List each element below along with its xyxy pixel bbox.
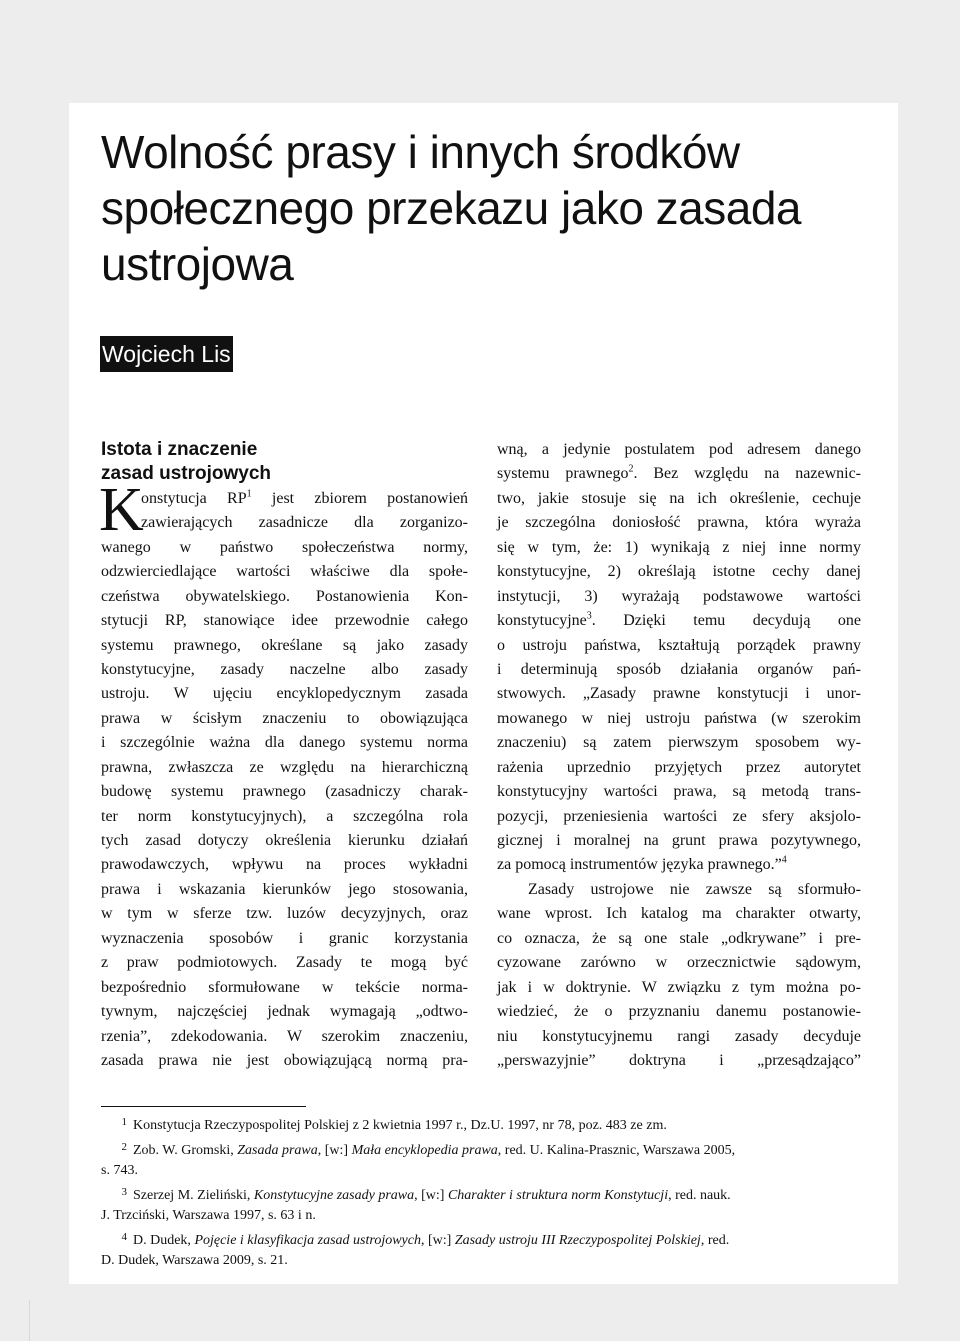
footnote-title: Zasada prawa	[237, 1142, 318, 1158]
right-column	[497, 438, 861, 1073]
right-line: instytucji, 3) wyrażają podstawowe wartości	[497, 587, 861, 605]
left-line: i szczególnie ważna dla danego systemu norma	[101, 734, 468, 752]
footnotes	[101, 1112, 863, 1272]
left-line: prawa i wskazania kierunków jego stosowania,	[101, 880, 468, 898]
right-line-text: systemu prawnego	[497, 465, 629, 483]
left-line: tywnym, najczęściej jednak wymagają „odtwo-	[101, 1003, 468, 1021]
left-line: budowę systemu prawnego (zasadniczy charak-	[101, 783, 468, 801]
right-line: cyzowane zarówno w orzecznictwie sądowym,	[497, 954, 861, 972]
footnote-line	[101, 1137, 863, 1162]
right-line: wane wprost. Ich katalog ma charakter otwarty,	[497, 905, 861, 923]
title-line-2: społecznego przekazu jako zasada	[101, 182, 802, 234]
footnote-mark: 3	[586, 610, 592, 622]
footnote-text: , red. nauk.	[668, 1187, 731, 1203]
right-line	[497, 462, 861, 486]
footnote-number: 2	[121, 1140, 127, 1153]
footnote-rule	[101, 1106, 306, 1107]
right-line-text: . Dzięki temu decydują one	[591, 612, 861, 630]
footnote-line	[101, 1112, 863, 1137]
right-line-text: . Bez względu na nazewnic-	[633, 465, 862, 483]
left-line: zasada prawa nie jest obowiązującą normą pra-	[101, 1051, 468, 1069]
footnote-text: Szerzej M. Zieliński,	[133, 1187, 254, 1203]
dropcap-letter: K	[99, 475, 144, 544]
left-line: prawa w ścisłym znaczeniu to obowiązująca	[101, 709, 468, 727]
footnote-text: Zob. W. Gromski,	[133, 1142, 238, 1158]
footnote-mark: 4	[781, 855, 787, 867]
footnote-text: , [w:]	[414, 1187, 448, 1203]
footnote-text: , red. U. Kalina-Prasznic, Warszawa 2005,	[497, 1142, 736, 1158]
left-line: ter norm konstytucyjnych), a szczególna rola	[101, 807, 468, 825]
footnote-number: 3	[121, 1185, 127, 1198]
footnote-title: Charakter i struktura norm Konstytucji	[447, 1187, 669, 1203]
footnote-2	[101, 1137, 863, 1182]
right-line: konstytucyjny wartości prawa, są metodą trans-	[497, 783, 861, 801]
footnote-line: D. Dudek, Warszawa 2009, s. 21.	[101, 1253, 288, 1268]
left-line: bezpośrednio sformułowane w tekście norma-	[101, 978, 468, 996]
left-line: z praw podmiotowych. Zasady te mogą być	[101, 954, 468, 972]
page-edge-line	[29, 1300, 30, 1341]
left-line: prawodawczych, wpływu na proces wykładni	[101, 856, 468, 874]
right-line: two, jakie stosuje się na ich określenie, cechuje	[497, 489, 861, 507]
left-line: rzenia”, zdekodowania. W szerokim znaczeniu,	[101, 1027, 468, 1045]
right-line: pozycji, przeniesienia wartości ze sfery aksjolo-	[497, 807, 861, 825]
footnote-title: Zasady ustroju III Rzeczypospolitej Polskiej	[454, 1232, 701, 1248]
footnote-line: J. Trzciński, Warszawa 1997, s. 63 i n.	[101, 1208, 316, 1223]
section-heading-line-1: Istota i znaczenie	[101, 439, 258, 460]
footnote-text: Konstytucja Rzeczypospolitej Polskiej z 2 kwietnia 1997 r., Dz.U. 1997, nr 78, poz. 483 ze zm.	[133, 1118, 667, 1133]
right-line-text: za pomocą instrumentów języka prawnego.”	[497, 856, 782, 874]
footnote-text: , [w:]	[420, 1232, 455, 1248]
dropcap-paragraph	[99, 475, 468, 544]
left-line: konstytucyjne, zasady naczelne albo zasady	[101, 660, 468, 678]
left-line: zawierających zasadnicze dla zorganizo-	[141, 514, 468, 532]
section-heading-line-2: zasad ustrojowych	[101, 463, 271, 485]
footnote-line: s. 743.	[101, 1163, 138, 1178]
footnote-title: Pojęcie i klasyfikacja zasad ustrojowych	[194, 1232, 421, 1248]
right-line: konstytucyjne, 2) określają istotne cechy danej	[497, 563, 861, 581]
right-line: gicznej i moralnej na grunt prawa pozytywnego,	[497, 832, 861, 849]
right-line: mowanego w niej ustroju państwa (w szerokim	[497, 709, 861, 727]
left-line: wanego w państwo społeczeństwa normy,	[101, 538, 468, 556]
left-line: wyznaczenia sposobów i granic korzystania	[101, 929, 468, 947]
left-line-text: jest zbiorem postanowień	[251, 489, 468, 507]
right-line: rażenia uprzednio przyjętych przez autorytet	[497, 758, 861, 776]
right-line: jak i w doktrynie. W związku z tym można po-	[497, 978, 861, 996]
right-line-text: konstytucyjne	[497, 612, 587, 630]
left-line: w tym w sferze tzw. luzów decyzyjnych, oraz	[101, 905, 468, 923]
author-name: Wojciech Lis	[100, 336, 233, 372]
right-line: się w tym, że: 1) wynikają z niej inne normy	[497, 538, 861, 556]
footnote-1	[101, 1112, 863, 1137]
title-line-3: ustrojowa	[101, 238, 294, 290]
left-line: czeństwa obywatelskiego. Postanowienia Kon-	[101, 587, 468, 605]
footnote-text: , [w:]	[317, 1142, 352, 1158]
footnote-text: , red.	[700, 1232, 730, 1248]
right-line: „perswazyjnie” doktryna i „przesądzająco”	[497, 1051, 861, 1069]
right-line: o ustroju państwa, kształtują porządek prawny	[497, 636, 861, 654]
left-line	[101, 487, 468, 511]
right-line: je szczególna doniosłość prawna, która wyraża	[497, 514, 861, 532]
footnote-line	[101, 1227, 863, 1252]
footnote-title: Mała encyklopedia prawa	[351, 1142, 498, 1158]
right-line: znaczeniu) są zatem pierwszym sposobem wy-	[497, 734, 861, 752]
article-title	[101, 124, 891, 292]
right-line: Zasady ustrojowe nie zawsze są sformuło-	[528, 880, 861, 898]
right-line: niu konstytucyjnemu rangi zasady decyduje	[497, 1027, 861, 1045]
right-line: stwowych. „Zasady prawne konstytucji i unor-	[497, 685, 861, 703]
left-line: ustroju. W ujęciu encyklopedycznym zasada	[101, 685, 468, 703]
title-line-1: Wolność prasy i innych środków	[101, 126, 740, 178]
left-line: odzwierciedlające wartości właściwe dla społe-	[101, 563, 468, 581]
right-line	[497, 853, 861, 877]
footnote-text: D. Dudek,	[133, 1232, 195, 1248]
right-line	[497, 609, 861, 633]
footnote-mark: 2	[628, 464, 634, 476]
right-line: i determinują sposób działania organów pań-	[497, 660, 861, 678]
right-line: wną, a jedynie postulatem pod adresem danego	[497, 441, 861, 458]
footnote-4	[101, 1227, 863, 1272]
left-line: stytucji RP, stanowiące idee przewodnie całego	[101, 612, 468, 630]
footnote-3	[101, 1182, 863, 1227]
right-line: co oznacza, że są one stale „odkrywane” i pre-	[497, 929, 861, 947]
footnote-number: 1	[121, 1116, 127, 1128]
left-line-text: onstytucja RP	[141, 489, 247, 507]
left-line: tych zasad dotyczy określenia kierunku działań	[101, 832, 468, 850]
footnote-line	[101, 1182, 863, 1207]
left-line: prawna, zwłaszcza ze względu na hierarchiczną	[101, 758, 468, 776]
footnote-number: 4	[121, 1230, 127, 1243]
left-line: systemu prawnego, określane są jako zasady	[101, 636, 468, 654]
footnote-mark: 1	[246, 488, 252, 500]
footnote-title: Konstytucyjne zasady prawa	[253, 1187, 415, 1203]
left-column	[101, 438, 468, 1073]
right-line: wiedzieć, że o przyznaniu danemu postanowie-	[497, 1003, 861, 1021]
